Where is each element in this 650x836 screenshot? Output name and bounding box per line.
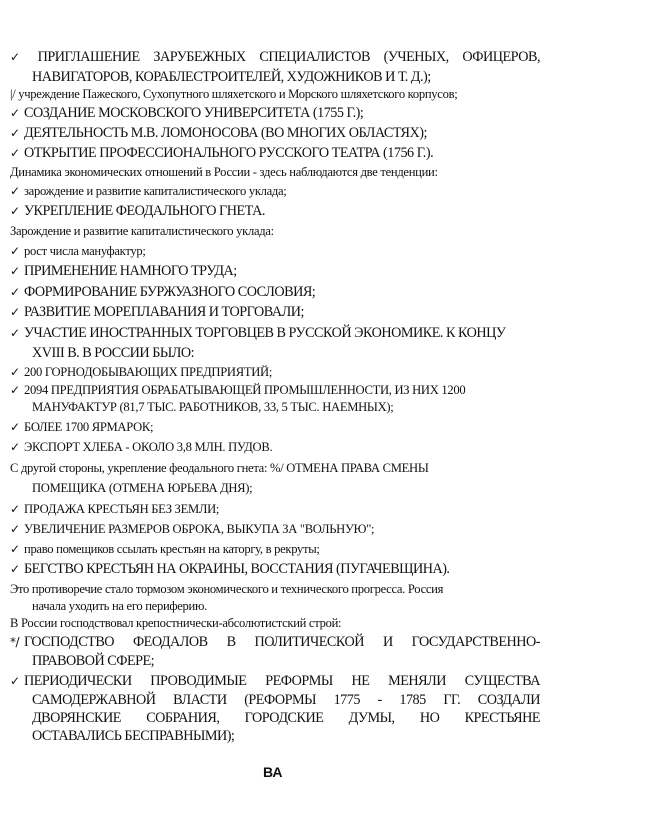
list-item: ✓ СОЗДАНИЕ МОСКОВСКОГО УНИВЕРСИТЕТА (1755 Г.); xyxy=(10,105,364,121)
paragraph: Зарождение и развитие капиталистического уклада: xyxy=(10,224,274,238)
paragraph: Динамика экономических отношений в России - здесь наблюдаются две тенденции: xyxy=(10,165,438,179)
checkmark-icon: ✓ xyxy=(10,106,20,120)
list-item: ✓ РАЗВИТИЕ МОРЕПЛАВАНИЯ И ТОРГОВАЛИ; xyxy=(10,304,304,320)
checkmark-icon: ✓ xyxy=(10,204,20,218)
list-item: ✓ 200 ГОРНОДОБЫВАЮЩИХ ПРЕДПРИЯТИЙ; xyxy=(10,365,273,379)
paragraph: С другой стороны, укрепление феодального гнета: %/ ОТМЕНА ПРАВА СМЕНЫ xyxy=(10,461,429,475)
list-item: ✓ ПРИГЛАШЕНИЕ ЗАРУБЕЖНЫХ СПЕЦИАЛИСТОВ (УЧЕНЫХ, ОФИЦЕРОВ, xyxy=(10,49,540,65)
footer-label: ВА xyxy=(263,764,283,780)
checkmark-icon: ✓ xyxy=(10,264,20,278)
checkmark-icon: ✓ xyxy=(10,542,20,556)
checkmark-icon: ✓ xyxy=(10,440,20,454)
list-item: ✓ ПЕРИОДИЧЕСКИ ПРОВОДИМЫЕ РЕФОРМЫ НЕ МЕНЯЛИ СУЩЕСТВА xyxy=(10,673,540,689)
list-item: ✓ УКРЕПЛЕНИЕ ФЕОДАЛЬНОГО ГНЕТА. xyxy=(10,203,265,219)
list-item: ✓ ПРОДАЖА КРЕСТЬЯН БЕЗ ЗЕМЛИ; xyxy=(10,502,220,516)
checkmark-icon: ✓ xyxy=(10,184,20,198)
list-item-continuation: НАВИГАТОРОВ, КОРАБЛЕСТРОИТЕЛЕЙ, ХУДОЖНИКОВ И Т. Д.); xyxy=(32,69,431,85)
checkmark-icon: ✓ xyxy=(10,326,20,340)
list-item: ✓ ЭКСПОРТ ХЛЕБА - ОКОЛО 3,8 МЛН. ПУДОВ. xyxy=(10,440,273,454)
list-item: ✓ ПРИМЕНЕНИЕ НАМНОГО ТРУДА; xyxy=(10,263,237,279)
list-item: ✓ ОТКРЫТИЕ ПРОФЕССИОНАЛЬНОГО РУССКОГО ТЕАТРА (1756 Г.). xyxy=(10,145,434,161)
list-item-continuation: САМОДЕРЖАВНОЙ ВЛАСТИ (РЕФОРМЫ 1775 - 1785 ГГ. СОЗДАЛИ xyxy=(32,692,540,708)
paragraph-continuation: начала уходить на его периферию. xyxy=(32,599,207,613)
paragraph: В России господствовал крепостнически-абсолютистский строй: xyxy=(10,616,342,630)
list-item-continuation: ПРАВОВОЙ СФЕРЕ; xyxy=(32,653,155,669)
checkmark-icon: ✓ xyxy=(10,365,20,379)
checkmark-icon: ✓ xyxy=(10,502,20,516)
list-item: ✓ УЧАСТИЕ ИНОСТРАННЫХ ТОРГОВЦЕВ В РУССКОЙ ЭКОНОМИКЕ. К КОНЦУ xyxy=(10,325,506,341)
list-item: ✓ УВЕЛИЧЕНИЕ РАЗМЕРОВ ОБРОКА, ВЫКУПА ЗА "ВОЛЬНУЮ"; xyxy=(10,522,375,536)
asterisk-marker-icon: */ xyxy=(10,635,20,649)
list-item: ✓ БЕГСТВО КРЕСТЬЯН НА ОКРАИНЫ, ВОССТАНИЯ (ПУГАЧЕВЩИНА). xyxy=(10,561,450,577)
checkmark-icon: ✓ xyxy=(10,244,20,258)
paragraph: Это противоречие стало тормозом экономического и технического прогресса. Россия xyxy=(10,582,444,596)
list-item: ✓ зарождение и развитие капиталистического уклада; xyxy=(10,184,287,198)
list-item: ✓ рост числа мануфактур; xyxy=(10,244,146,258)
checkmark-icon: ✓ xyxy=(10,305,20,319)
list-item-continuation: ОСТАВАЛИСЬ БЕСПРАВНЫМИ); xyxy=(32,728,235,744)
checkmark-icon: ✓ xyxy=(10,522,20,536)
list-item-continuation: МАНУФАКТУР (81,7 ТЫС. РАБОТНИКОВ, 33, 5 ТЫС. НАЕМНЫХ); xyxy=(32,400,394,414)
list-item: ✓ право помещиков ссылать крестьян на каторгу, в рекруты; xyxy=(10,542,320,556)
list-item: |/ учреждение Пажеского, Сухопутного шляхетского и Морского шляхетского корпусов; xyxy=(10,87,458,101)
list-item-continuation: XVIII В. В РОССИИ БЫЛО: xyxy=(32,345,195,361)
checkmark-icon: ✓ xyxy=(10,285,20,299)
list-item-continuation: ДВОРЯНСКИЕ СОБРАНИЯ, ГОРОДСКИЕ ДУМЫ, НО КРЕСТЬЯНЕ xyxy=(32,710,540,726)
checkmark-icon: ✓ xyxy=(10,420,20,434)
list-item: */ ГОСПОДСТВО ФЕОДАЛОВ В ПОЛИТИЧЕСКОЙ И ГОСУДАРСТВЕННО- xyxy=(10,634,540,650)
checkmark-icon: ✓ xyxy=(10,383,20,397)
checkmark-icon: ✓ xyxy=(10,146,20,160)
checkmark-icon: ✓ xyxy=(10,126,20,140)
list-item: ✓ БОЛЕЕ 1700 ЯРМАРОК; xyxy=(10,420,154,434)
checkmark-icon: ✓ xyxy=(10,674,20,688)
checkmark-icon: ✓ xyxy=(10,50,20,64)
list-item: ✓ ДЕЯТЕЛЬНОСТЬ М.В. ЛОМОНОСОВА (ВО МНОГИХ ОБЛАСТЯХ); xyxy=(10,125,427,141)
list-item: ✓ 2094 ПРЕДПРИЯТИЯ ОБРАБАТЫВАЮЩЕЙ ПРОМЫШЛЕННОСТИ, ИЗ НИХ 1200 xyxy=(10,383,466,397)
checkmark-icon: ✓ xyxy=(10,562,20,576)
paragraph-continuation: ПОМЕЩИКА (ОТМЕНА ЮРЬЕВА ДНЯ); xyxy=(32,481,253,495)
list-item: ✓ ФОРМИРОВАНИЕ БУРЖУАЗНОГО СОСЛОВИЯ; xyxy=(10,284,316,300)
